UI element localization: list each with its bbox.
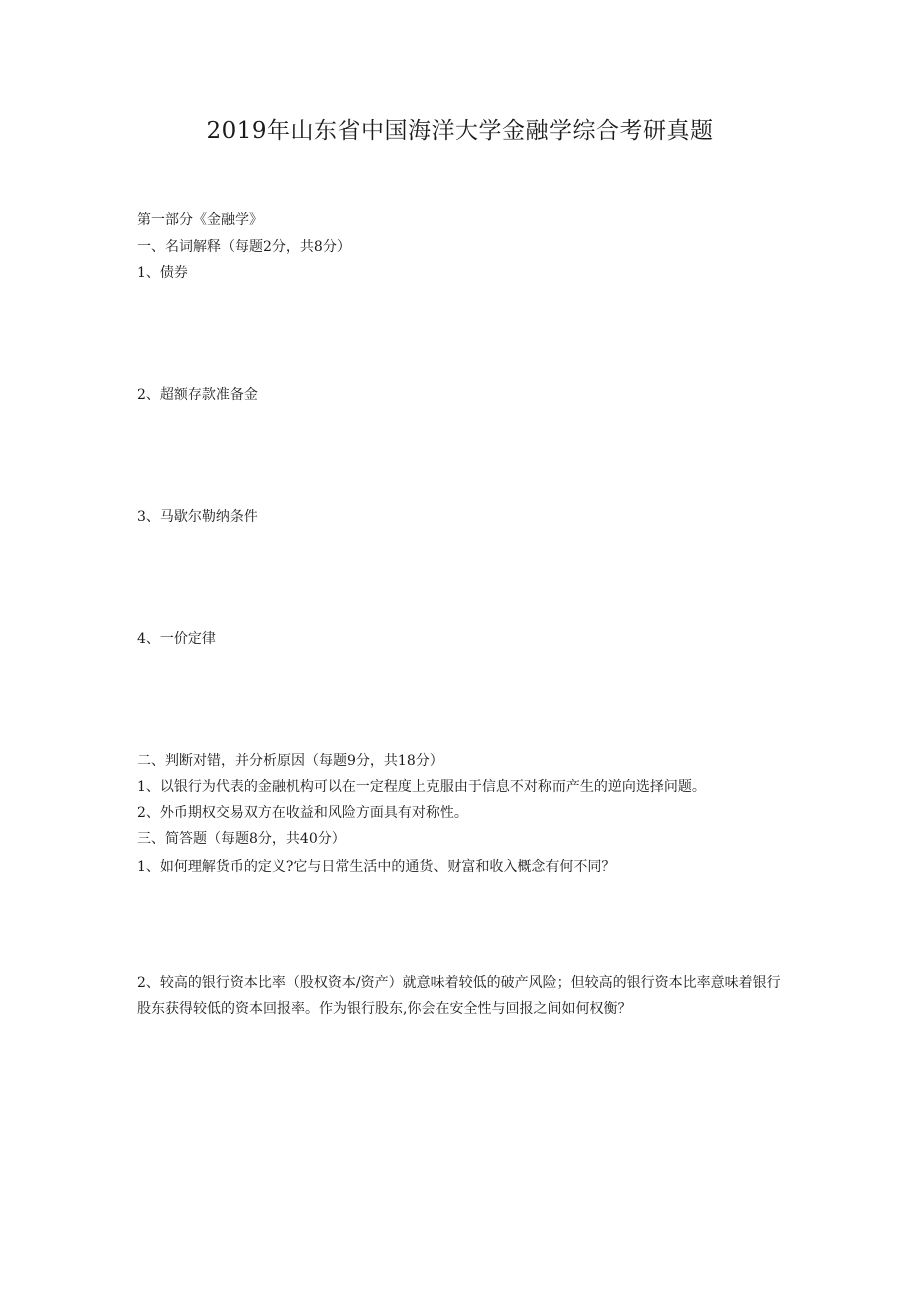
short-answer-item-1: 1、如何理解货币的定义?它与日常生活中的通货、财富和收入概念有何不同？: [137, 859, 616, 875]
judge-item-1: 1、以银行为代表的金融机构可以在一定程度上克服由于信息不对称而产生的逆向选择问题。: [137, 779, 706, 795]
section-heading-3: 三、简答题（每题8分，共40分）: [137, 831, 346, 847]
judge-item-2: 2、外币期权交易双方在收益和风险方面具有对称性。: [137, 805, 468, 821]
section-heading-2: 二、判断对错，并分析原因（每题9分，共18分）: [137, 753, 444, 769]
page-title: 2019年山东省中国海洋大学金融学综合考研真题: [206, 118, 714, 144]
term-item-4: 4、一价定律: [137, 631, 216, 647]
term-item-3: 3、马歇尔勒纳条件: [137, 509, 258, 525]
part-heading: 第一部分《金融学》: [137, 212, 263, 228]
term-item-1: 1、债券: [137, 265, 188, 281]
term-item-2: 2、超额存款准备金: [137, 387, 258, 403]
short-answer-item-2: 2、较高的银行资本比率（股权资本/资产）就意味着较低的破产风险；但较高的银行资本比率意味着银行股东获得较低的资本回报率。作为银行股东,你会在安全性与回报之间如何权衡？: [137, 975, 781, 1017]
section-heading-1: 一、名词解释（每题2分，共8分）: [137, 239, 351, 255]
